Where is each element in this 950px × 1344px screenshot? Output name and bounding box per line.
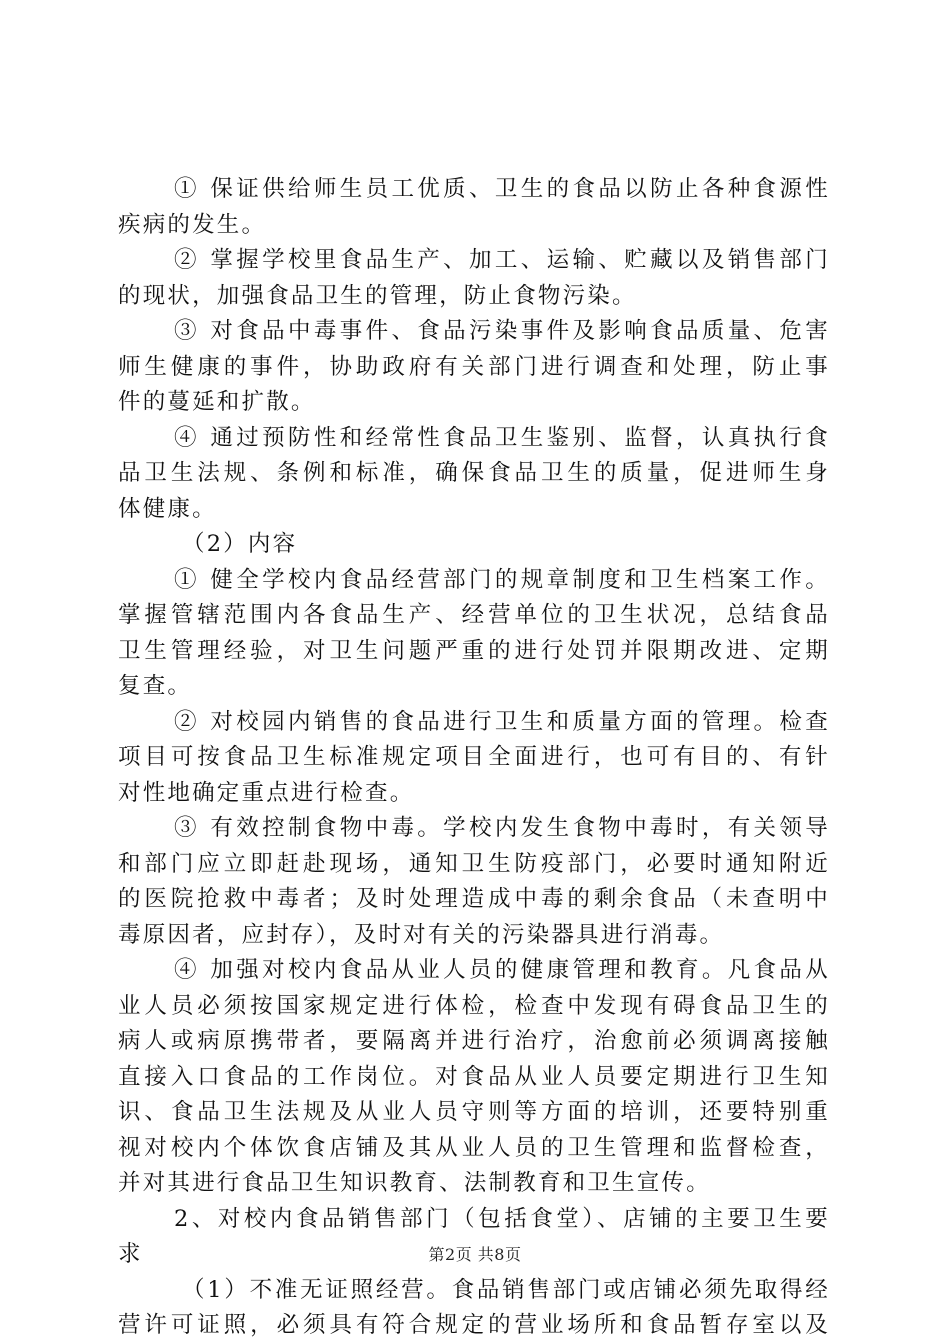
paragraph-line: 业人员必须按国家规定进行体检，检查中发现有碍食品卫生的 (118, 992, 830, 1019)
paragraph-line: 项目可按食品卫生标准规定项目全面进行，也可有目的、有针 (118, 744, 830, 770)
paragraph-line: 视对校内个体饮食店铺及其从业人员的卫生管理和监督检查， (118, 1134, 830, 1161)
paragraph-line: 掌握管辖范围内各食品生产、经营单位的卫生状况，总结食品 (118, 602, 830, 628)
paragraph-line: 营许可证照，必须具有符合规定的营业场所和食品暂存室以及 (118, 1312, 830, 1338)
paragraph-line: 件的蔓延和扩散。 (118, 389, 316, 415)
paragraph-line: ③ 有效控制食物中毒。学校内发生食物中毒时，有关领导 (174, 815, 830, 841)
paragraph-line: 病人或病原携带者，要隔离并进行治疗，治愈前必须调离接触 (118, 1028, 830, 1054)
paragraph-line: ① 保证供给师生员工优质、卫生的食品以防止各种食源性 (174, 176, 830, 202)
paragraph-line: 对性地确定重点进行检查。 (118, 779, 415, 806)
section-heading: 2、对校内食品销售部门（包括食堂）、店铺的主要卫生要 (174, 1205, 830, 1232)
paragraph-line: 品卫生法规、条例和标准，确保食品卫生的质量，促进师生身 (118, 460, 830, 486)
paragraph-line: 复查。 (118, 673, 193, 699)
paragraph-line: 和部门应立即赶赴现场，通知卫生防疫部门，必要时通知附近 (118, 850, 830, 877)
paragraph-line: ④ 加强对校内食品从业人员的健康管理和教育。凡食品从 (174, 957, 830, 983)
paragraph-line: ③ 对食品中毒事件、食品污染事件及影响食品质量、危害 (174, 318, 830, 344)
paragraph-line: ④ 通过预防性和经常性食品卫生鉴别、监督，认真执行食 (174, 424, 830, 451)
paragraph-line: 并对其进行食品卫生知识教育、法制教育和卫生宣传。 (118, 1170, 711, 1196)
page-number-footer: 第2页 共8页 (428, 1245, 522, 1264)
paragraph-line: 识、食品卫生法规及从业人员守则等方面的培训，还要特别重 (118, 1099, 830, 1125)
document-body (118, 172, 830, 1344)
paragraph-line: ② 对校园内销售的食品进行卫生和质量方面的管理。检查 (174, 708, 830, 735)
paragraph-line: 直接入口食品的工作岗位。对食品从业人员要定期进行卫生知 (118, 1063, 830, 1090)
paragraph-line: 的医院抢救中毒者；及时处理造成中毒的剩余食品（未查明中 (118, 886, 830, 912)
paragraph-line: 的现状，加强食品卫生的管理，防止食物污染。 (118, 282, 637, 309)
paragraph-line: ② 掌握学校里食品生产、加工、运输、贮藏以及销售部门 (174, 247, 830, 273)
paragraph-line: 疾病的发生。 (118, 211, 267, 238)
paragraph-line: 师生健康的事件，协助政府有关部门进行调查和处理，防止事 (118, 353, 830, 380)
paragraph-line: 体健康。 (118, 495, 217, 522)
paragraph-line: （1）不准无证照经营。食品销售部门或店铺必须先取得经 (182, 1276, 830, 1303)
section-heading: （2）内容 (182, 531, 298, 557)
paragraph-line: 卫生管理经验，对卫生问题严重的进行处罚并限期改进、定期 (118, 637, 830, 664)
section-heading: 求 (118, 1241, 143, 1267)
paragraph-line: ① 健全学校内食品经营部门的规章制度和卫生档案工作。 (174, 566, 830, 593)
paragraph-line: 毒原因者，应封存），及时对有关的污染器具进行消毒。 (118, 921, 725, 948)
